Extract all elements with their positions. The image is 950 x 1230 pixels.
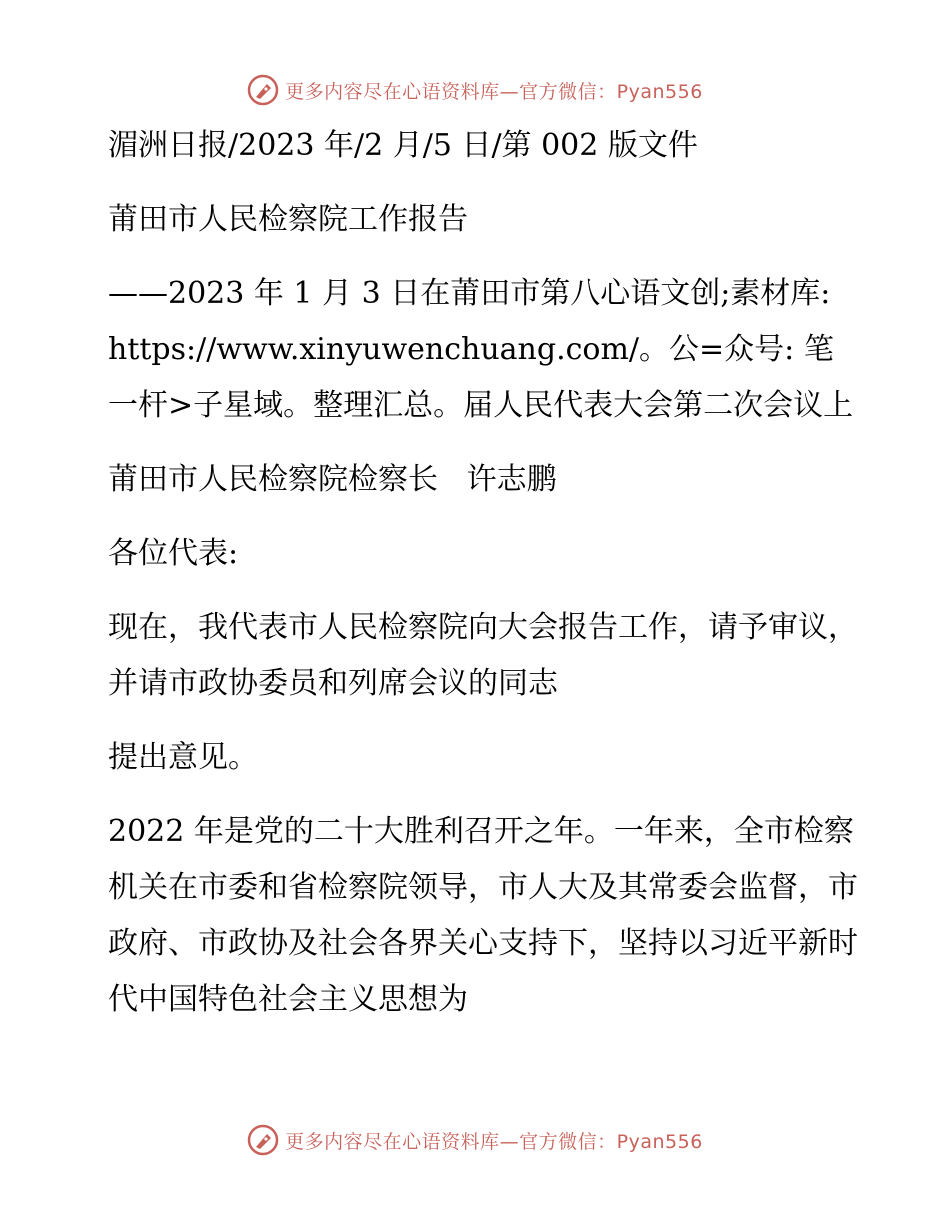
paragraph-body: 2022 年是党的二十大胜利召开之年。一年来，全市检察机关在市委和省检察院领导，市人大及其常委会监督，市政府、市政协及社会各界关心支持下，坚持以习近平新时代中国特色社会主义思想为: [108, 814, 858, 1017]
footer-watermark-banner: [0, 1120, 950, 1160]
pen-nib-logo-icon: [247, 74, 279, 106]
paragraph-report-title: 莆田市人民检察院工作报告: [108, 202, 468, 237]
paragraph-request: 提出意见。: [108, 740, 258, 775]
watermark-text: 更多内容尽在心语资料库—官方微信：Pyan556: [285, 80, 703, 103]
watermark-text: 更多内容尽在心语资料库—官方微信：Pyan556: [285, 1130, 703, 1153]
paragraph-source-line: 湄洲日报/2023 年/2 月/5 日/第 002 版文件: [108, 128, 698, 163]
header-watermark-banner: [0, 70, 950, 110]
paragraph-salutation: 各位代表:: [108, 536, 239, 571]
paragraph-meeting-info: ——2023 年 1 月 3 日在莆田市第八心语文创;素材库: https://www.xinyuwenchuang.com/。公=众号: 笔一杆>子星域。整理汇总。届人民代表大会第二次会议上: [108, 276, 854, 423]
paragraph-author: 莆田市人民检察院检察长 许志鹏: [108, 462, 557, 497]
paragraph-intro: 现在，我代表市人民检察院向大会报告工作，请予审议，并请市政协委员和列席会议的同志: [108, 610, 858, 701]
pen-nib-logo-icon: [247, 1124, 279, 1156]
document-body: [98, 118, 858, 1046]
